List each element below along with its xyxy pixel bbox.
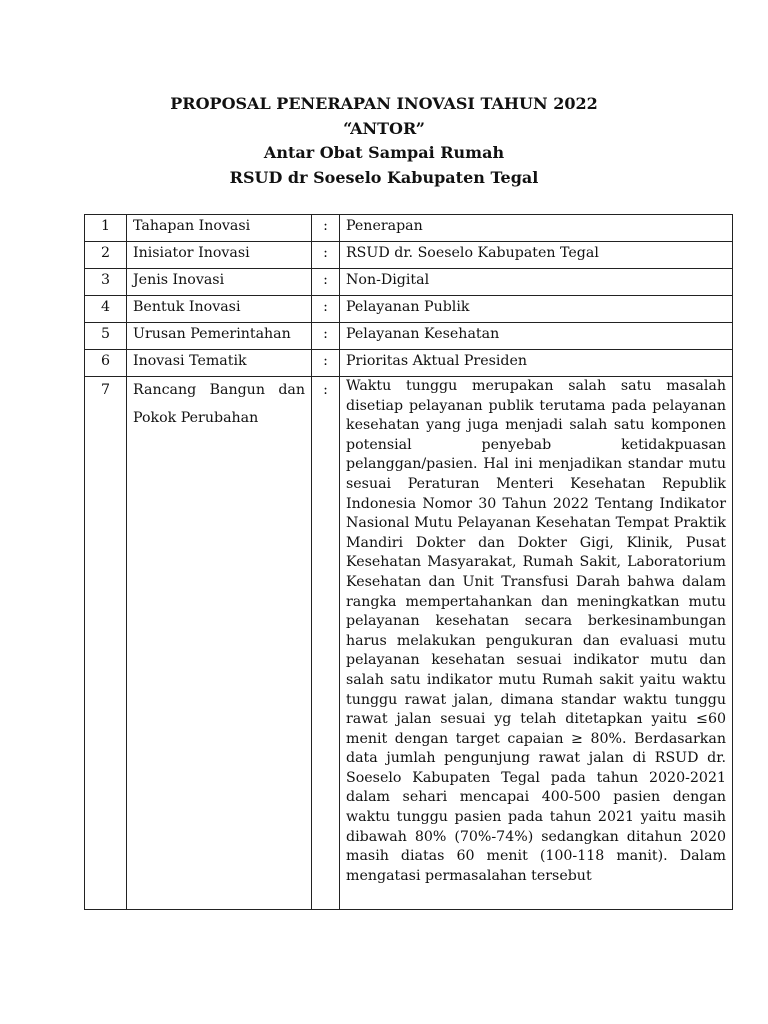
row-separator: : [312,215,340,242]
proposal-title: PROPOSAL PENERAPAN INOVASI TAHUN 2022 [170,94,598,113]
row-number: 2 [85,242,127,269]
row-value: Non-Digital [340,269,733,296]
table-row [85,215,733,242]
innovation-name: Antar Obat Sampai Rumah [263,143,505,162]
row-value: Prioritas Aktual Presiden [340,350,733,377]
innovation-info-table [84,214,733,910]
row-label: Tahapan Inovasi [127,215,312,242]
row-number: 7 [85,377,127,910]
row-label: Bentuk Inovasi [127,296,312,323]
row-value: Waktu tunggu merupakan salah satu masalah disetiap pelayanan publik terutama pada pelayanan kesehatan yang juga menjadi salah satu komponen potensial penyebab ketidakpuasan pelanggan/pasien. Hal ini menjadikan standar mutu sesuai Peraturan Menteri Kesehatan Republik Indonesia Nomor 30 Tahun 2022 Tentang Indikator Nasional Mutu Pelayanan Kesehatan Tempat Praktik Mandiri Dokter dan Dokter Gigi, Klinik, Pusat Kesehatan Masyarakat, Rumah Sakit, Laboratorium Kesehatan dan Unit Transfusi Darah bahwa dalam rangka mempertahankan dan meningkatkan mutu pelayanan kesehatan secara berkesinambungan harus melakukan pengukuran dan evaluasi mutu pelayanan kesehatan sesuai indikator mutu dan salah satu indikator mutu Rumah sakit yaitu waktu tunggu rawat jalan, dimana standar waktu tunggu rawat jalan sesuai yg telah ditetapkan yaitu ≤60 menit dengan target capaian ≥ 80%. Berdasarkan data jumlah pengunjung rawat jalan di RSUD dr. Soeselo Kabupaten Tegal pada tahun 2020-2021 dalam sehari mencapai 400-500 pasien dengan waktu tunggu pasien pada tahun 2021 yaitu masih dibawah 80% (70%-74%) sedangkan ditahun 2020 masih diatas 60 menit (100-118 manit). Dalam mengatasi permasalahan tersebut [340,377,733,910]
row-separator: : [312,296,340,323]
table-row [85,350,733,377]
row-number: 3 [85,269,127,296]
row-separator: : [312,377,340,910]
row-label: Urusan Pemerintahan [127,323,312,350]
row-separator: : [312,323,340,350]
row-separator: : [312,269,340,296]
row-number: 1 [85,215,127,242]
row-value: Pelayanan Publik [340,296,733,323]
row-number: 5 [85,323,127,350]
row-label: Rancang Bangun dan Pokok Perubahan [127,377,312,910]
row-label: Jenis Inovasi [127,269,312,296]
innovation-acronym: “ANTOR” [343,118,425,138]
row-separator: : [312,242,340,269]
table-row [85,269,733,296]
table-row [85,296,733,323]
table-row [85,242,733,269]
row-value: RSUD dr. Soeselo Kabupaten Tegal [340,242,733,269]
table-row [85,323,733,350]
row-label: Inovasi Tematik [127,350,312,377]
table-row [85,377,733,910]
row-label: Inisiator Inovasi [127,242,312,269]
institution-name: RSUD dr Soeselo Kabupaten Tegal [229,167,539,187]
row-number: 4 [85,296,127,323]
title-block [0,92,768,190]
row-value: Penerapan [340,215,733,242]
row-separator: : [312,350,340,377]
row-value: Pelayanan Kesehatan [340,323,733,350]
row-number: 6 [85,350,127,377]
